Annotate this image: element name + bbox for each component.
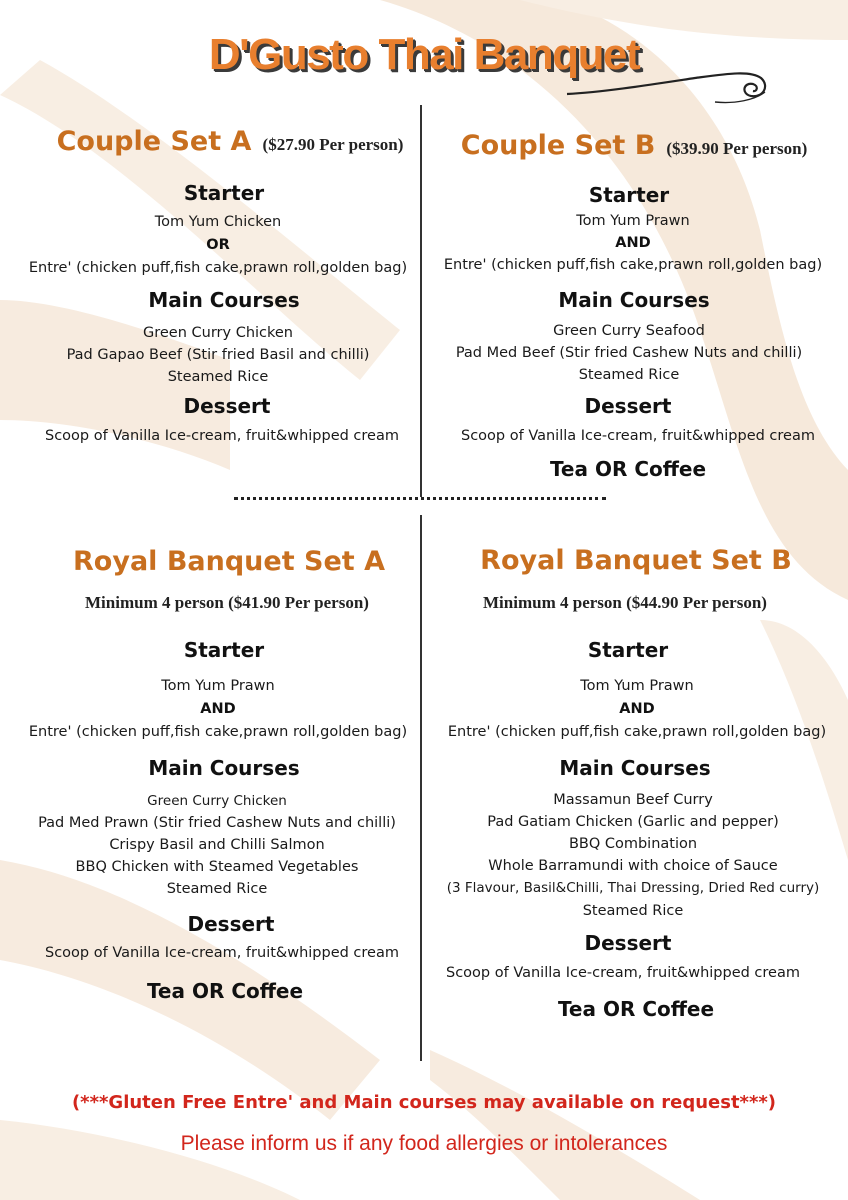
couple-a-main-heading: Main Courses [148, 288, 300, 312]
royal-b-main-2: Pad Gatiam Chicken (Garlic and pepper) [487, 814, 779, 830]
couple-b-main-3: Steamed Rice [578, 367, 680, 383]
couple-set-b-heading [420, 130, 848, 162]
couple-a-main-3: Steamed Rice [167, 369, 269, 385]
couple-a-dessert: Scoop of Vanilla Ice-cream, fruit&whipped cream [45, 428, 399, 444]
royal-b-main-heading: Main Courses [559, 756, 711, 780]
royal-set-a-price: Minimum 4 person ($41.90 Per person) [85, 593, 369, 612]
royal-b-main-5: (3 Flavour, Basil&Chilli, Thai Dressing, Dried Red curry) [446, 880, 820, 896]
couple-b-starter-1: Tom Yum Prawn [576, 213, 690, 229]
couple-b-drink: Tea OR Coffee [549, 457, 707, 481]
couple-a-dessert-heading: Dessert [183, 394, 271, 418]
royal-a-dessert: Scoop of Vanilla Ice-cream, fruit&whipped cream [45, 945, 399, 961]
couple-b-main-heading: Main Courses [558, 288, 710, 312]
royal-b-main-4: Whole Barramundi with choice of Sauce [488, 858, 778, 874]
royal-b-drink: Tea OR Coffee [557, 997, 715, 1021]
royal-b-starter-heading: Starter [587, 638, 669, 662]
royal-set-a-title: Royal Banquet Set A [73, 546, 385, 577]
royal-set-b-title: Royal Banquet Set B [480, 545, 792, 576]
royal-a-starter-heading: Starter [183, 638, 265, 662]
royal-set-b-price: Minimum 4 person ($44.90 Per person) [483, 593, 767, 612]
page-title: D'Gusto Thai Banquet [208, 30, 640, 79]
couple-b-dessert: Scoop of Vanilla Ice-cream, fruit&whipped cream [461, 428, 815, 444]
royal-b-dessert-heading: Dessert [584, 931, 672, 955]
gluten-free-notice: (***Gluten Free Entre' and Main courses may available on request***) [71, 1092, 777, 1113]
couple-b-starter-2: Entre' (chicken puff,fish cake,prawn roll,golden bag) [443, 257, 823, 273]
couple-b-main-1: Green Curry Seafood [553, 323, 705, 339]
couple-b-dessert-heading: Dessert [584, 394, 672, 418]
royal-a-starter-1: Tom Yum Prawn [161, 678, 275, 694]
dotted-divider [234, 497, 606, 500]
royal-a-main-heading: Main Courses [148, 756, 300, 780]
royal-a-main-2: Pad Med Prawn (Stir fried Cashew Nuts and chilli) [38, 815, 396, 831]
royal-b-starter-1: Tom Yum Prawn [580, 678, 694, 694]
royal-a-main-5: Steamed Rice [166, 881, 268, 897]
couple-set-a-title: Couple Set A [56, 126, 252, 157]
couple-b-starter-conj: AND [615, 235, 651, 251]
couple-set-b-title: Couple Set B [460, 130, 656, 161]
couple-b-starter-heading: Starter [588, 183, 670, 207]
couple-set-b-price: ($39.90 Per person) [666, 139, 808, 158]
royal-a-main-1: Green Curry Chicken [147, 793, 287, 809]
royal-b-dessert: Scoop of Vanilla Ice-cream, fruit&whipped cream [446, 965, 800, 981]
couple-set-a-price: ($27.90 Per person) [262, 135, 404, 154]
royal-a-starter-2: Entre' (chicken puff,fish cake,prawn roll,golden bag) [28, 724, 408, 740]
royal-a-drink: Tea OR Coffee [146, 979, 304, 1003]
royal-a-dessert-heading: Dessert [187, 912, 275, 936]
couple-set-a-heading [0, 126, 460, 158]
couple-a-main-1: Green Curry Chicken [143, 325, 293, 341]
royal-b-main-1: Massamun Beef Curry [553, 792, 713, 808]
royal-b-main-3: BBQ Combination [568, 836, 698, 852]
couple-a-starter-1: Tom Yum Chicken [154, 214, 282, 230]
royal-a-main-4: BBQ Chicken with Steamed Vegetables [75, 859, 359, 875]
swirl-ornament [565, 62, 775, 107]
royal-a-main-3: Crispy Basil and Chilli Salmon [109, 837, 325, 853]
couple-a-starter-conj: OR [206, 237, 230, 253]
royal-a-starter-conj: AND [200, 701, 236, 717]
couple-a-starter-heading: Starter [183, 181, 265, 205]
allergy-notice: Please inform us if any food allergies or intolerances [180, 1132, 668, 1155]
couple-a-starter-2: Entre' (chicken puff,fish cake,prawn roll,golden bag) [28, 260, 408, 276]
royal-b-starter-2: Entre' (chicken puff,fish cake,prawn roll,golden bag) [447, 724, 827, 740]
royal-b-main-6: Steamed Rice [582, 903, 684, 919]
royal-b-starter-conj: AND [619, 701, 655, 717]
couple-a-main-2: Pad Gapao Beef (Stir fried Basil and chilli) [66, 347, 370, 363]
couple-b-main-2: Pad Med Beef (Stir fried Cashew Nuts and chilli) [455, 345, 803, 361]
